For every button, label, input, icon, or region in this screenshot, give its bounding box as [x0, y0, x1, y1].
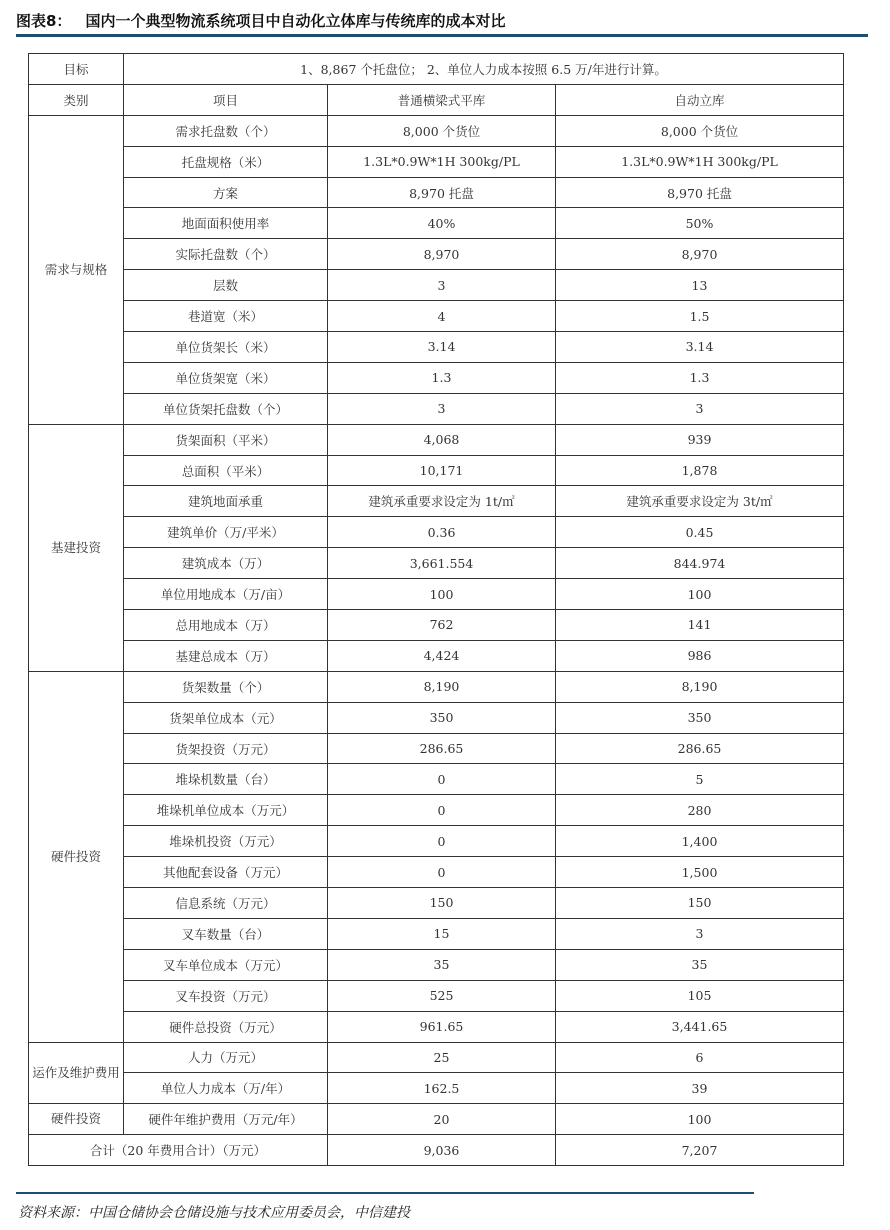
total-label-cell: 合计（20 年费用合计）（万元）	[29, 1135, 328, 1166]
table-row	[29, 301, 844, 332]
flat-warehouse-cell: 8,970	[328, 239, 556, 270]
item-cell: 地面面积使用率	[124, 208, 328, 239]
automated-warehouse-cell: 8,970 托盘	[556, 177, 844, 208]
item-cell: 总面积（平米）	[124, 455, 328, 486]
flat-warehouse-cell: 15	[328, 918, 556, 949]
table-row	[29, 208, 844, 239]
automated-warehouse-cell: 50%	[556, 208, 844, 239]
flat-warehouse-cell: 25	[328, 1042, 556, 1073]
automated-warehouse-cell: 3,441.65	[556, 1011, 844, 1042]
automated-warehouse-cell: 1,500	[556, 857, 844, 888]
flat-warehouse-cell: 525	[328, 980, 556, 1011]
item-cell: 叉车单位成本（万元）	[124, 949, 328, 980]
table-row	[29, 918, 844, 949]
table-row	[29, 640, 844, 671]
table-row	[29, 548, 844, 579]
automated-warehouse-cell: 39	[556, 1073, 844, 1104]
figure-title-text: 国内一个典型物流系统项目中自动化立体库与传统库的成本对比	[85, 12, 506, 30]
automated-warehouse-cell: 8,000 个货位	[556, 115, 844, 146]
automated-warehouse-cell: 5	[556, 764, 844, 795]
automated-warehouse-cell: 35	[556, 949, 844, 980]
total-automated-warehouse-cell: 7,207	[556, 1135, 844, 1166]
total-flat-warehouse-cell: 9,036	[328, 1135, 556, 1166]
flat-warehouse-cell: 3	[328, 393, 556, 424]
total-row	[29, 1135, 844, 1166]
automated-warehouse-cell: 844.974	[556, 548, 844, 579]
table-row	[29, 826, 844, 857]
flat-warehouse-cell: 20	[328, 1104, 556, 1135]
flat-warehouse-cell: 0	[328, 857, 556, 888]
automated-warehouse-cell: 286.65	[556, 733, 844, 764]
item-cell: 硬件年维护费用（万元/年）	[124, 1104, 328, 1135]
header-flat-warehouse: 普通横梁式平库	[328, 84, 556, 115]
flat-warehouse-cell: 0	[328, 764, 556, 795]
table-row	[29, 1011, 844, 1042]
figure-label: 图表8：	[16, 12, 72, 30]
category-cell: 运作及维护费用	[29, 1042, 124, 1104]
item-cell: 单位货架托盘数（个）	[124, 393, 328, 424]
automated-warehouse-cell: 3	[556, 918, 844, 949]
flat-warehouse-cell: 3,661.554	[328, 548, 556, 579]
header-automated-warehouse: 自动立库	[556, 84, 844, 115]
flat-warehouse-cell: 1.3	[328, 362, 556, 393]
header-category: 类别	[29, 84, 124, 115]
figure-title	[16, 10, 505, 31]
automated-warehouse-cell: 13	[556, 270, 844, 301]
automated-warehouse-cell: 1.3	[556, 362, 844, 393]
flat-warehouse-cell: 8,000 个货位	[328, 115, 556, 146]
table-row	[29, 702, 844, 733]
table-row	[29, 579, 844, 610]
table-row	[29, 424, 844, 455]
item-cell: 建筑成本（万）	[124, 548, 328, 579]
flat-warehouse-cell: 8,190	[328, 671, 556, 702]
item-cell: 货架投资（万元）	[124, 733, 328, 764]
item-cell: 需求托盘数（个）	[124, 115, 328, 146]
flat-warehouse-cell: 100	[328, 579, 556, 610]
item-cell: 巷道宽（米）	[124, 301, 328, 332]
item-cell: 单位人力成本（万/年）	[124, 1073, 328, 1104]
item-cell: 货架面积（平米）	[124, 424, 328, 455]
flat-warehouse-cell: 35	[328, 949, 556, 980]
table-row	[29, 455, 844, 486]
flat-warehouse-cell: 0	[328, 795, 556, 826]
automated-warehouse-cell: 141	[556, 610, 844, 641]
automated-warehouse-cell: 8,190	[556, 671, 844, 702]
category-cell: 需求与规格	[29, 115, 124, 424]
item-cell: 人力（万元）	[124, 1042, 328, 1073]
flat-warehouse-cell: 3	[328, 270, 556, 301]
flat-warehouse-cell: 8,970 托盘	[328, 177, 556, 208]
cost-comparison-table	[28, 53, 844, 1166]
automated-warehouse-cell: 建筑承重要求设定为 3t/㎡	[556, 486, 844, 517]
table-row	[29, 517, 844, 548]
table-row	[29, 393, 844, 424]
flat-warehouse-cell: 162.5	[328, 1073, 556, 1104]
table-row	[29, 980, 844, 1011]
flat-warehouse-cell: 4,424	[328, 640, 556, 671]
automated-warehouse-cell: 3.14	[556, 332, 844, 363]
item-cell: 层数	[124, 270, 328, 301]
automated-warehouse-cell: 1,878	[556, 455, 844, 486]
target-text: 1、8,867 个托盘位； 2、单位人力成本按照 6.5 万/年进行计算。	[124, 54, 844, 85]
flat-warehouse-cell: 建筑承重要求设定为 1t/㎡	[328, 486, 556, 517]
target-row	[29, 54, 844, 85]
table-row	[29, 857, 844, 888]
flat-warehouse-cell: 961.65	[328, 1011, 556, 1042]
item-cell: 信息系统（万元）	[124, 888, 328, 919]
item-cell: 叉车数量（台）	[124, 918, 328, 949]
automated-warehouse-cell: 8,970	[556, 239, 844, 270]
table-row	[29, 795, 844, 826]
table-row	[29, 332, 844, 363]
flat-warehouse-cell: 150	[328, 888, 556, 919]
table-row	[29, 239, 844, 270]
header-item: 项目	[124, 84, 328, 115]
item-cell: 总用地成本（万）	[124, 610, 328, 641]
flat-warehouse-cell: 3.14	[328, 332, 556, 363]
table-row	[29, 949, 844, 980]
table-row	[29, 177, 844, 208]
automated-warehouse-cell: 1,400	[556, 826, 844, 857]
flat-warehouse-cell: 4	[328, 301, 556, 332]
automated-warehouse-cell: 6	[556, 1042, 844, 1073]
item-cell: 堆垛机单位成本（万元）	[124, 795, 328, 826]
item-cell: 堆垛机数量（台）	[124, 764, 328, 795]
flat-warehouse-cell: 0.36	[328, 517, 556, 548]
automated-warehouse-cell: 986	[556, 640, 844, 671]
table-row	[29, 270, 844, 301]
flat-warehouse-cell: 0	[328, 826, 556, 857]
item-cell: 实际托盘数（个）	[124, 239, 328, 270]
item-cell: 基建总成本（万）	[124, 640, 328, 671]
table-row	[29, 888, 844, 919]
table-row	[29, 1073, 844, 1104]
item-cell: 单位用地成本（万/亩）	[124, 579, 328, 610]
item-cell: 货架单位成本（元）	[124, 702, 328, 733]
item-cell: 建筑地面承重	[124, 486, 328, 517]
flat-warehouse-cell: 762	[328, 610, 556, 641]
table-row	[29, 1042, 844, 1073]
header-row	[29, 84, 844, 115]
item-cell: 单位货架长（米）	[124, 332, 328, 363]
automated-warehouse-cell: 939	[556, 424, 844, 455]
figure-title-bar	[16, 8, 868, 37]
flat-warehouse-cell: 286.65	[328, 733, 556, 764]
flat-warehouse-cell: 40%	[328, 208, 556, 239]
item-cell: 托盘规格（米）	[124, 146, 328, 177]
item-cell: 硬件总投资（万元）	[124, 1011, 328, 1042]
item-cell: 方案	[124, 177, 328, 208]
automated-warehouse-cell: 100	[556, 579, 844, 610]
automated-warehouse-cell: 150	[556, 888, 844, 919]
automated-warehouse-cell: 1.3L*0.9W*1H 300kg/PL	[556, 146, 844, 177]
table-row	[29, 1104, 844, 1135]
item-cell: 其他配套设备（万元）	[124, 857, 328, 888]
item-cell: 货架数量（个）	[124, 671, 328, 702]
table-row	[29, 764, 844, 795]
item-cell: 单位货架宽（米）	[124, 362, 328, 393]
category-cell: 基建投资	[29, 424, 124, 671]
table-row	[29, 146, 844, 177]
table-row	[29, 486, 844, 517]
category-cell: 硬件投资	[29, 671, 124, 1042]
flat-warehouse-cell: 4,068	[328, 424, 556, 455]
flat-warehouse-cell: 10,171	[328, 455, 556, 486]
table-row	[29, 115, 844, 146]
table-row	[29, 733, 844, 764]
automated-warehouse-cell: 100	[556, 1104, 844, 1135]
flat-warehouse-cell: 350	[328, 702, 556, 733]
category-cell: 硬件投资	[29, 1104, 124, 1135]
item-cell: 叉车投资（万元）	[124, 980, 328, 1011]
table-row	[29, 362, 844, 393]
source-note: 资料来源：中国仓储协会仓储设施与技术应用委员会，中信建投	[18, 1205, 410, 1221]
automated-warehouse-cell: 1.5	[556, 301, 844, 332]
automated-warehouse-cell: 280	[556, 795, 844, 826]
item-cell: 堆垛机投资（万元）	[124, 826, 328, 857]
target-label: 目标	[29, 54, 124, 85]
automated-warehouse-cell: 0.45	[556, 517, 844, 548]
automated-warehouse-cell: 3	[556, 393, 844, 424]
automated-warehouse-cell: 350	[556, 702, 844, 733]
footer-divider	[16, 1192, 754, 1194]
table-row	[29, 671, 844, 702]
item-cell: 建筑单价（万/平米）	[124, 517, 328, 548]
flat-warehouse-cell: 1.3L*0.9W*1H 300kg/PL	[328, 146, 556, 177]
table-row	[29, 610, 844, 641]
automated-warehouse-cell: 105	[556, 980, 844, 1011]
